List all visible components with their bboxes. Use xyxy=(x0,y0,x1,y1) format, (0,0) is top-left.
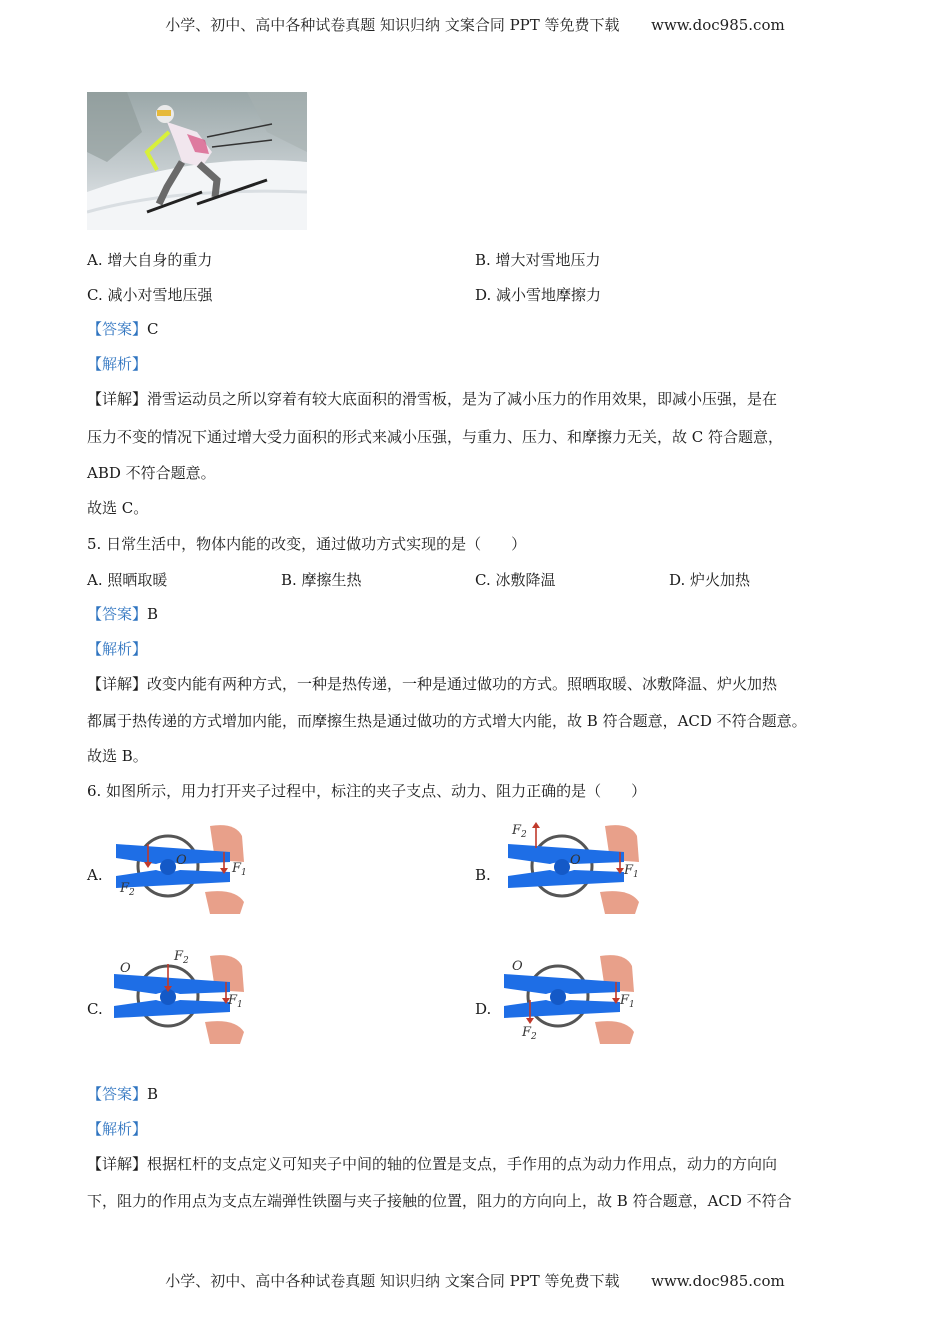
header-site: www.doc985.com xyxy=(651,16,785,34)
answer-tag: 【答案】 xyxy=(87,320,148,338)
q5-option-b: B. 摩擦生热 xyxy=(281,571,362,589)
pivot-label: O xyxy=(120,961,131,976)
clip-figure-c xyxy=(110,948,250,1044)
q4-option-a: A. 增大自身的重力 xyxy=(87,251,213,269)
q6-option-a: A. xyxy=(87,866,103,884)
clip-figure-d xyxy=(500,950,650,1044)
q5-detail-line xyxy=(87,674,777,694)
force-label-f2: $F_2$ xyxy=(174,949,189,966)
force-label-f1: $F_1$ xyxy=(620,993,635,1010)
q6-answer xyxy=(87,1084,158,1104)
q6-option-b: B. xyxy=(475,866,491,884)
detail-tag: 【详解】 xyxy=(87,1155,148,1173)
force-label-f1: $F_1$ xyxy=(232,861,247,878)
pivot-label: O xyxy=(570,853,581,868)
q5-detail-line: 都属于热传递的方式增加内能，而摩擦生热是通过做功的方式增大内能，故 B 符合题意，ACD 不符合题意。 xyxy=(87,712,807,730)
analysis-tag: 【解析】 xyxy=(87,1120,148,1138)
q6-detail-line xyxy=(87,1154,777,1174)
q6-option-c: C. xyxy=(87,1000,103,1018)
detail-text: 滑雪运动员之所以穿着有较大底面积的滑雪板，是为了减小压力的作用效果，即减小压强，是在 xyxy=(147,390,778,408)
q5-conclusion: 故选 B。 xyxy=(87,747,148,765)
footer-text: 小学、初中、高中各种试卷真题 知识归纳 文案合同 PPT 等免费下载 xyxy=(165,1272,620,1290)
force-label-f2: $F_2$ xyxy=(120,881,135,898)
q4-detail-line: 压力不变的情况下通过增大受力面积的形式来减小压强，与重力、压力、和摩擦力无关，故 C 符合题意， xyxy=(87,428,784,446)
page-footer xyxy=(0,1270,950,1291)
q4-conclusion: 故选 C。 xyxy=(87,499,149,517)
q4-option-c: C. 减小对雪地压强 xyxy=(87,286,213,304)
force-label-f1: $F_1$ xyxy=(624,863,639,880)
force-label-f2: $F_2$ xyxy=(522,1025,537,1042)
header-text: 小学、初中、高中各种试卷真题 知识归纳 文案合同 PPT 等免费下载 xyxy=(165,16,620,34)
clip-figure-b xyxy=(500,818,645,914)
force-label-f1: $F_1$ xyxy=(228,993,243,1010)
detail-tag: 【详解】 xyxy=(87,675,148,693)
detail-tag: 【详解】 xyxy=(87,390,148,408)
analysis-tag: 【解析】 xyxy=(87,355,148,373)
q4-answer xyxy=(87,319,159,339)
q5-option-c: C. 冰敷降温 xyxy=(475,571,556,589)
q6-analysis xyxy=(87,1119,147,1139)
q5-option-d: D. 炉火加热 xyxy=(669,571,751,589)
q5-answer xyxy=(87,604,158,624)
q6-stem: 6. 如图所示，用力打开夹子过程中，标注的夹子支点、动力、阻力正确的是（ ） xyxy=(87,782,647,800)
clip-figure-a xyxy=(110,822,250,914)
answer-value: B xyxy=(147,1085,159,1103)
page-header xyxy=(0,14,950,35)
q4-detail-line xyxy=(87,389,777,409)
q4-option-d: D. 减小雪地摩擦力 xyxy=(475,286,602,304)
pivot-label: O xyxy=(512,959,523,974)
q5-option-a: A. 照晒取暖 xyxy=(87,571,168,589)
q6-option-d: D. xyxy=(475,1000,492,1018)
detail-text: 根据杠杆的支点定义可知夹子中间的轴的位置是支点，手作用的点为动力作用点，动力的方向向 xyxy=(147,1155,778,1173)
q4-option-b: B. 增大对雪地压力 xyxy=(475,251,601,269)
answer-tag: 【答案】 xyxy=(87,605,148,623)
answer-tag: 【答案】 xyxy=(87,1085,148,1103)
q5-stem: 5. 日常生活中，物体内能的改变，通过做功方式实现的是（ ） xyxy=(87,535,527,553)
answer-value: B xyxy=(147,605,159,623)
force-label-f2: $F_2$ xyxy=(512,823,527,840)
pivot-label: O xyxy=(176,853,187,868)
q6-detail-line: 下，阻力的作用点为支点左端弹性铁圈与夹子接触的位置，阻力的方向向上，故 B 符合题意，ACD 不符合 xyxy=(87,1192,792,1210)
answer-value: C xyxy=(147,320,159,338)
analysis-tag: 【解析】 xyxy=(87,640,148,658)
q4-analysis xyxy=(87,354,147,374)
detail-text: 改变内能有两种方式，一种是热传递，一种是通过做功的方式。照晒取暖、冰敷降温、炉火加热 xyxy=(147,675,778,693)
q5-analysis xyxy=(87,639,147,659)
q4-detail-line: ABD 不符合题意。 xyxy=(87,464,216,482)
footer-site: www.doc985.com xyxy=(651,1272,785,1290)
skier-photo xyxy=(87,92,307,230)
